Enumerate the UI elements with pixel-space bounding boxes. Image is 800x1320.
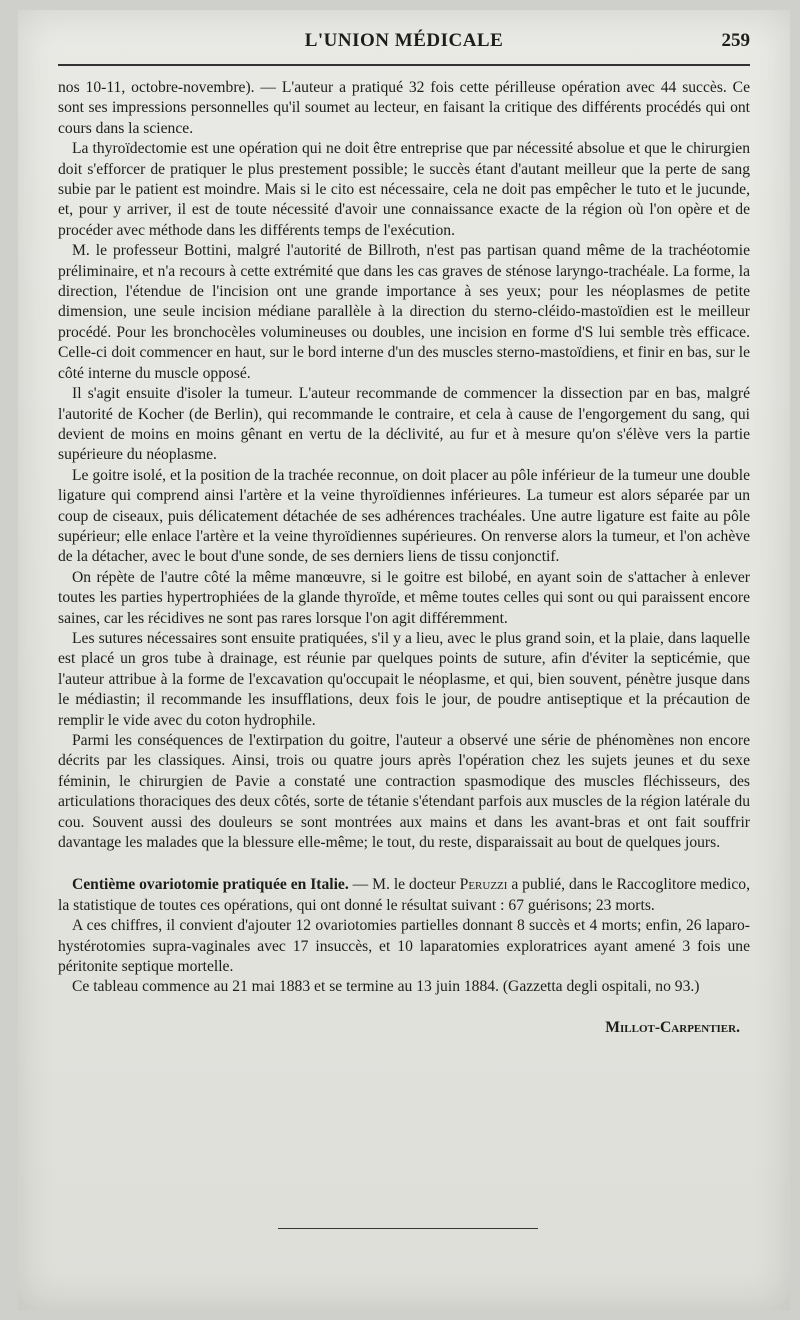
section-title: Centième ovariotomie pratiquée en Italie. <box>72 876 349 894</box>
footer-rule <box>278 1228 538 1229</box>
paragraph: On répète de l'autre côté la même manœuvre, si le goitre est bilobé, en ayant soin de s'attacher à enlever toutes les parties hypertrophiées de la glande thyroïde, et même toutes celles qui sont ou qui paraissent encore saines, car les récidives ne sont pas rares lorsque l'on agit différemment. <box>58 568 750 627</box>
paragraph: M. le professeur Bottini, malgré l'autorité de Billroth, n'est pas partisan quand même de la trachéotomie préliminaire, et n'a recours à cette extrémité que dans les cas graves de sténose laryngo-trachéale. La forme, la direction, l'étendue de l'incision ont une grande importance à ses yeux; pour les néoplasmes de petite dimension, une seule incision médiane parallèle à la direction du sterno-cléido-mastoïdien est le meilleur procédé. Pour les bronchocèles volumineuses ou doubles, une incision en forme d'S lui semble très efficace. Celle-ci doit commencer en haut, sur le bord interne d'un des muscles sterno-mastoïdiens, et finir en bas, sur le côté interne du muscle opposé. <box>58 242 750 382</box>
paragraph: Parmi les conséquences de l'extirpation du goitre, l'auteur a observé une série de phénomènes non encore décrits par les classiques. Ainsi, trois ou quatre jours après l'opération chez les sujets jeunes et du sexe féminin, le chirurgien de Pavie a constaté une contraction spasmodique des muscles fléchisseurs, des articulations thoraciques des deux côtés, sorte de tétanie s'étendant parfois aux muscles de la région latérale du cou. Souvent aussi des douleurs se sont montrées aux mains et dans les avant-bras et ont fait souffrir davantage les malades que la blessure elle-même; le tout, du reste, disparaissait au bout de quelques jours. <box>58 732 750 852</box>
paragraph: La thyroïdectomie est une opération qui ne doit être entreprise que par nécessité absolue et que le chirurgien doit s'efforcer de pratiquer le plus prestement possible; le succès étant d'autant meilleur que la perte de sang subie par le patient est moindre. Mais si le cito est nécessaire, cela ne doit pas empêcher le tuto et le jucunde, et, pour y arriver, il est de toute nécessité d'avoir une connaissance exacte de la région où l'on opère et de procéder avec méthode dans les différents temps de l'exécution. <box>58 140 750 239</box>
paragraph: Il s'agit ensuite d'isoler la tumeur. L'auteur recommande de commencer la dissection par en bas, malgré l'autorité de Kocher (de Berlin), qui recommande le contraire, et cela à cause de l'engorgement du sang, qui devient de moins en moins gênant en vertu de la déclivité, au fur et à mesure qu'on s'élève vers la partie supérieure du néoplasme. <box>58 385 750 464</box>
section-lead: — M. le docteur <box>348 876 460 894</box>
article-body <box>58 78 750 1038</box>
signature: Millot-Carpentier. <box>605 1018 740 1036</box>
paragraph: Ce tableau commence au 21 mai 1883 et se termine au 13 juin 1884. (Gazzetta degli ospitali, no 93.) <box>72 978 700 996</box>
paragraph: A ces chiffres, il convient d'ajouter 12 ovariotomies partielles donnant 8 succès et 4 morts; enfin, 26 laparo-hystérotomies supra-vaginales avec 17 insuccès, et 10 laparatomies exploratrices ayant amené 3 fois une péritonite septique mortelle. <box>58 917 750 976</box>
section-author: Peruzzi <box>459 876 508 894</box>
page-number: 259 <box>721 30 750 51</box>
page-sheet <box>18 10 790 1310</box>
page-header <box>58 24 750 66</box>
paragraph: Les sutures nécessaires sont ensuite pratiquées, s'il y a lieu, avec le plus grand soin, et la plaie, dans laquelle est placé un gros tube à drainage, est réunie par quelques points de suture, afin d'éviter la septicémie, que l'auteur attribue à la forme de l'excavation qu'occupait le néoplasme, et qui, bien souvent, pénètre jusque dans le médiastin; il recommande les insufflations, deux fois le jour, de poudre antiseptique et la précaution de remplir le vide avec du coton hydrophile. <box>58 629 750 729</box>
paragraph: Le goitre isolé, et la position de la trachée reconnue, on doit placer au pôle inférieur de la tumeur une double ligature qui comprend ainsi l'artère et la veine thyroïdiennes inférieures. La tumeur est alors séparée par un coup de ciseaux, puis délicatement détachée de ses adhérences trachéales. Une autre ligature est faite au pôle supérieur; elle enlace l'artère et la veine thyroïdiennes supérieures. On renverse alors la tumeur, et l'on achève de la détacher, avec le bout d'une sonde, de ses derniers liens de tissu conjonctif. <box>58 466 750 566</box>
section-rest: a publié, dans le Raccoglitore medico, la statistique de toutes ces opérations, qui ont donné le résultat suivant : 67 guérisons; 23 morts. <box>58 876 750 914</box>
paragraph: nos 10-11, octobre-novembre). — L'auteur a pratiqué 32 fois cette périlleuse opération avec 44 succès. Ce sont ses impressions personnelles qu'il soumet au lecteur, en faisant la critique des différents procédés qui ont cours dans la science. <box>58 79 750 137</box>
section-paragraph <box>58 875 750 916</box>
running-head: L'UNION MÉDICALE <box>304 30 504 51</box>
